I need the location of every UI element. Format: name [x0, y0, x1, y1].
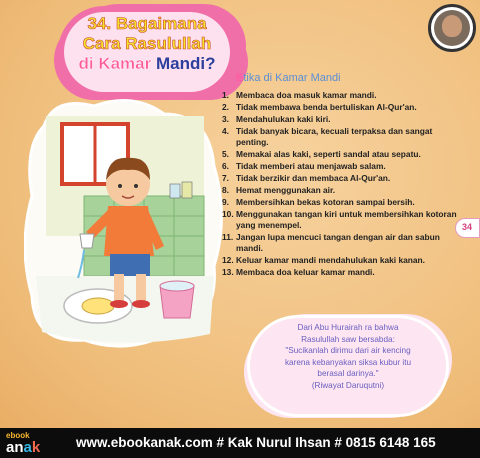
list-item	[222, 185, 460, 196]
section-title	[236, 72, 341, 84]
list-item-number: 11.	[222, 232, 234, 242]
bathroom-illustration	[24, 96, 224, 348]
list-item-text: Hemat menggunakan air.	[236, 185, 336, 195]
hadith-line-5: berasal darinya."	[317, 369, 379, 378]
list-item	[222, 267, 460, 278]
list-item-number: 13.	[222, 267, 234, 277]
list-item-text: Tidak berzikir dan membaca Al-Qur'an.	[236, 173, 391, 183]
list-item	[222, 102, 460, 113]
bottle-2	[182, 182, 192, 198]
list-item	[222, 90, 460, 101]
list-item-number: 1.	[222, 90, 229, 100]
list-item-text: Menggunakan tangan kiri untuk membersihkan kotoran yang menempel.	[236, 209, 457, 230]
list-item	[222, 173, 460, 184]
boy-eye-left	[118, 184, 122, 188]
list-item	[222, 232, 460, 254]
list-item-number: 12.	[222, 255, 234, 265]
list-item-text: Tidak membawa benda bertuliskan Al-Qur'an.	[236, 102, 417, 112]
hadith-line-1: Dari Abu Hurairah ra bahwa	[297, 323, 399, 332]
logo-main-text: anak	[6, 439, 41, 456]
title-line-3b: Mandi?	[155, 54, 216, 73]
ebookanak-logo	[6, 431, 70, 455]
list-item-text: Membaca doa keluar kamar mandi.	[236, 267, 375, 277]
list-item	[222, 197, 460, 208]
list-item-text: Keluar kamar mandi mendahulukan kaki kanan.	[236, 255, 425, 265]
etiquette-list	[222, 90, 460, 279]
title-line-2: Cara Rasulullah	[82, 34, 212, 53]
list-item	[222, 126, 460, 148]
list-item-text: Membersihkan bekas kotoran sampai bersih.	[236, 197, 415, 207]
footer-bar	[0, 428, 480, 458]
boy-leg-right	[136, 274, 146, 302]
list-item-text: Tidak banyak bicara, kecuali terpaksa dan sangat penting.	[236, 126, 433, 147]
hadith-line-3: "Sucikanlah dirimu dari air kencing	[285, 346, 411, 355]
list-item	[222, 161, 460, 172]
bucket-water	[160, 281, 194, 291]
list-item-number: 10.	[222, 209, 234, 219]
boy-shorts	[110, 254, 150, 276]
list-item-number: 3.	[222, 114, 229, 124]
list-item-number: 7.	[222, 173, 229, 183]
section-title-rest: tika di Kamar Mandi	[243, 72, 341, 84]
list-item-text: Jangan lupa mencuci tangan dengan air dan sabun mandi.	[236, 232, 440, 253]
list-item-text: Tidak memberi atau menjawab salam.	[236, 161, 386, 171]
hadith-line-4: karena kebanyakan siksa kubur itu	[284, 357, 412, 367]
boy-leg-left	[114, 274, 124, 302]
list-item-number: 8.	[222, 185, 229, 195]
list-item-text: Memakai alas kaki, seperti sandal atau sepatu.	[236, 149, 421, 159]
hadith-line-2: Rasulullah saw bersabda:	[301, 334, 395, 344]
hadith-line-6: (Riwayat Daruqutni)	[311, 380, 385, 390]
list-item	[222, 209, 460, 231]
hadith-text	[258, 322, 438, 391]
title-line-3a: di Kamar	[78, 54, 152, 73]
list-item-text: Membaca doa masuk kamar mandi.	[236, 90, 377, 100]
toilet-bowl	[82, 298, 114, 314]
boy-eye-right	[134, 184, 138, 188]
list-item	[222, 255, 460, 266]
list-item-text: Mendahulukan kaki kiri.	[236, 114, 331, 124]
author-logo-badge	[428, 4, 476, 52]
sandal-right	[132, 300, 150, 308]
sandal-left	[110, 300, 128, 308]
footer-contact-text: www.ebookanak.com # Kak Nurul Ihsan # 0815 6148 165	[76, 435, 436, 450]
water-dipper	[80, 234, 94, 248]
boy-shirt	[104, 206, 154, 256]
title-line-1: 34. Bagaimana	[87, 14, 207, 33]
logo-top-text: ebook	[6, 431, 30, 440]
page-title	[66, 14, 228, 74]
author-photo	[442, 15, 462, 37]
list-item-number: 2.	[222, 102, 229, 112]
list-item-number: 4.	[222, 126, 229, 136]
bottle-1	[170, 184, 180, 198]
page-number-tab	[455, 218, 480, 238]
list-item	[222, 149, 460, 160]
list-item-number: 9.	[222, 197, 229, 207]
section-title-initial: E	[236, 72, 244, 84]
list-item-number: 5.	[222, 149, 229, 159]
list-item-number: 6.	[222, 161, 229, 171]
page-number: 34	[462, 222, 473, 232]
list-item	[222, 114, 460, 125]
